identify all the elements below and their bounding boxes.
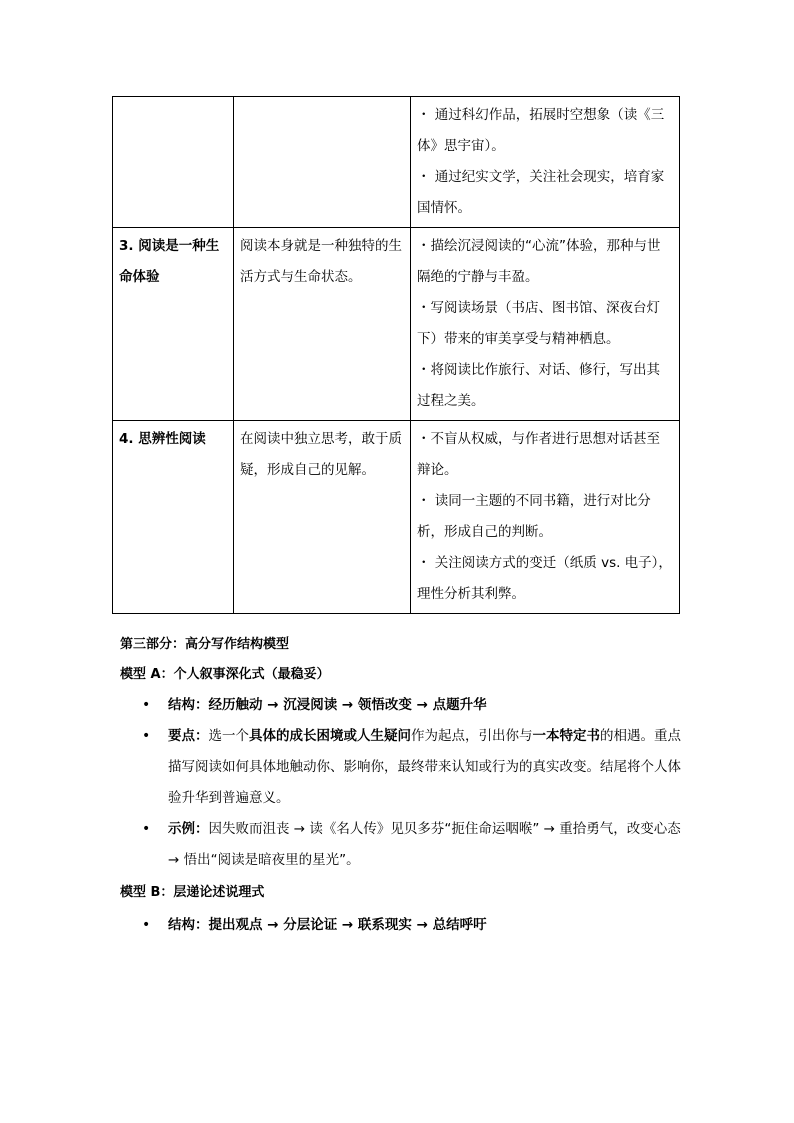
point-text: ・写阅读场景（书店、图书馆、深夜台灯下）带来的审美享受与精神栖息。 — [417, 300, 660, 347]
model-a-title: 模型 A：个人叙事深化式（最稳妥） — [120, 667, 330, 682]
item-text: 经历触动 → 沉浸阅读 → 领悟改变 → 点题升华 — [208, 697, 487, 713]
list-item — [120, 814, 690, 876]
point-text: ・ 通过科幻作品，拓展时空想象（读《三体》思宇宙）。 — [417, 107, 665, 154]
list-item — [120, 721, 690, 814]
table-row — [113, 228, 680, 421]
item-label: 要点： — [168, 728, 209, 744]
section-title: 第三部分：高分写作结构模型 — [120, 637, 290, 652]
list-item — [120, 910, 690, 941]
content-table — [112, 96, 680, 614]
item-emphasis: 一本特定书 — [532, 728, 600, 744]
item-text: 因失败而沮丧 → 读《名人传》见贝多芬“扼住命运咽喉” → 重拾勇气，改变心态 → 悟出“阅读是暗夜里的星光”。 — [168, 821, 681, 868]
bullet-icon: • — [142, 728, 151, 744]
table-row — [113, 421, 680, 614]
item-label: 示例： — [168, 821, 209, 837]
item-text: 提出观点 → 分层论证 → 联系现实 → 总结呼吁 — [208, 917, 487, 933]
point-text: ・ 读同一主题的不同书籍，进行对比分析，形成自己的判断。 — [417, 493, 651, 540]
table-cell-meaning: 阅读本身就是一种独特的生活方式与生命状态。 — [234, 228, 411, 421]
point-text: ・将阅读比作旅行、对话、修行，写出其过程之美。 — [417, 362, 660, 409]
table-cell-meaning: 在阅读中独立思考，敢于质疑，形成自己的见解。 — [234, 421, 411, 614]
table-cell-topic: 3. 阅读是一种生命体验 — [113, 228, 234, 421]
item-label: 结构： — [168, 697, 209, 713]
list-item — [120, 690, 690, 721]
table-cell-points — [411, 421, 680, 614]
bullet-icon: • — [142, 917, 151, 933]
model-b-list — [120, 910, 690, 941]
bullet-icon: • — [142, 697, 151, 713]
table-row — [113, 97, 680, 228]
point-text: ・不盲从权威，与作者进行思想对话甚至辩论。 — [417, 431, 660, 478]
bullet-icon: • — [142, 821, 151, 837]
model-a-list — [120, 690, 690, 876]
table-cell-meaning — [234, 97, 411, 228]
item-text: 的相遇。重点描写阅读如何具体地触动你、影响你，最终带来认知或行为的真实改变。结尾将个人体验升华到普遍意义。 — [168, 728, 681, 806]
table-cell-topic — [113, 97, 234, 228]
point-text: ・描绘沉浸阅读的“心流”体验，那种与世隔绝的宁静与丰盈。 — [417, 238, 661, 285]
item-text: 选一个 — [208, 728, 249, 744]
model-b-title: 模型 B：层递论述说理式 — [120, 885, 265, 900]
item-label: 结构： — [168, 917, 209, 933]
table-cell-topic: 4. 思辨性阅读 — [113, 421, 234, 614]
item-text: 作为起点，引出你与 — [411, 728, 533, 744]
table-cell-points — [411, 97, 680, 228]
point-text: ・ 关注阅读方式的变迁（纸质 vs. 电子），理性分析其利弊。 — [417, 555, 672, 602]
point-text: ・ 通过纪实文学，关注社会现实，培育家国情怀。 — [417, 169, 665, 216]
table-cell-points — [411, 228, 680, 421]
item-emphasis: 具体的成长困境或人生疑问 — [249, 728, 411, 744]
